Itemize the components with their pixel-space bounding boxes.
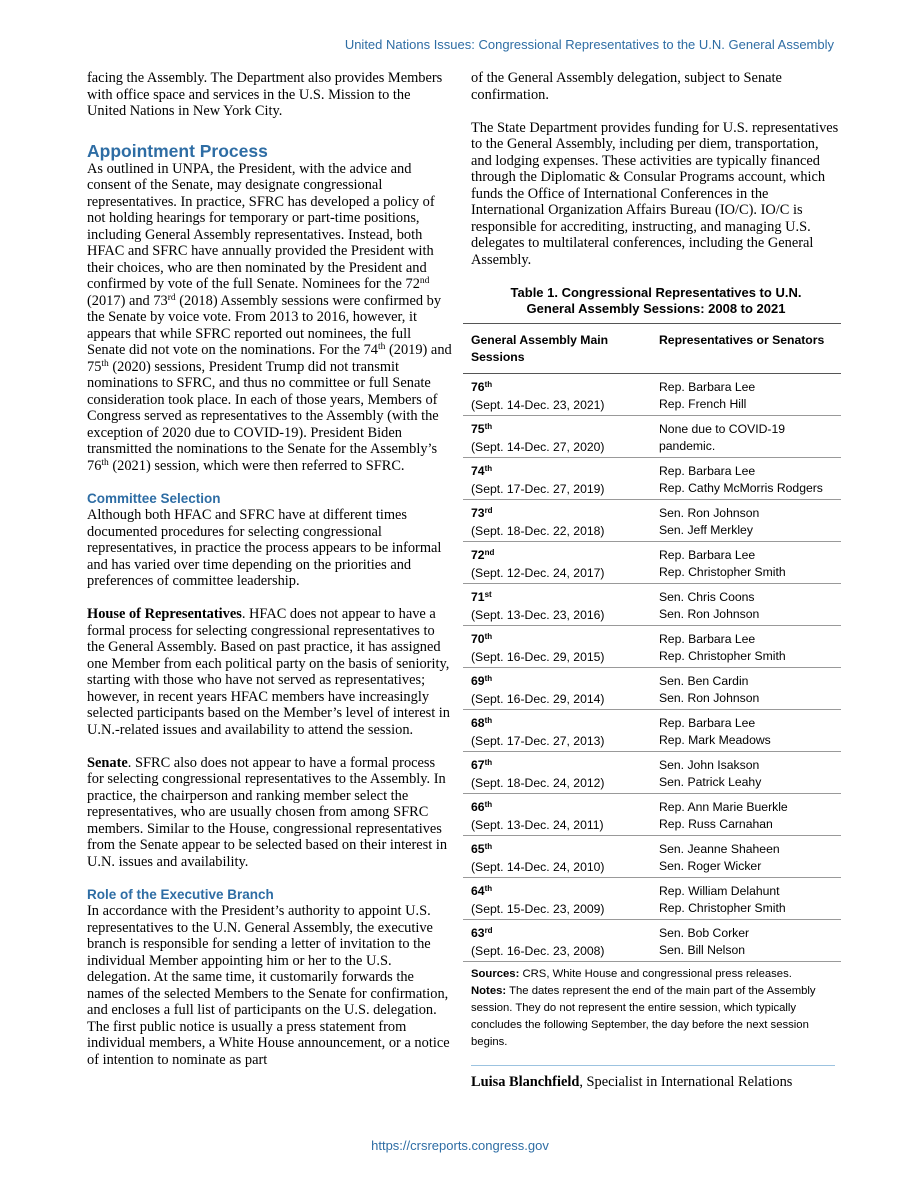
session-dates: (Sept. 17-Dec. 27, 2013)	[471, 733, 605, 748]
session-number: 69th	[471, 674, 493, 688]
sources-line: Sources: CRS, White House and congressional press releases.	[471, 968, 792, 980]
representative-1: Sen. John Isakson	[659, 758, 760, 772]
representative-2: pandemic.	[659, 438, 716, 453]
author-name: Luisa Blanchfield	[471, 1074, 580, 1090]
representative-2: Rep. French Hill	[659, 396, 747, 411]
representative-1: Sen. Bob Corker	[659, 926, 750, 940]
house-paragraph: House of Representatives. HFAC does not appear to have a formal process for selecting congressional representatives to the General Assembly. Based on past practice, it has assigned one Member from each political party on the basis of seniority, starting with those who have not served as representatives; however, in recent years HFAC members have increasingly selected participants based on the Member’s level of interest in U.N.-related issues and availability to attend the session.	[87, 606, 450, 738]
table-row	[463, 374, 841, 416]
table-caption: Table 1. Congressional Representatives to U.N. General Assembly Sessions: 2008 to 2021	[510, 285, 802, 316]
session-cell	[463, 374, 651, 416]
representative-1: Sen. Ben Cardin	[659, 674, 749, 688]
session-cell	[463, 752, 651, 794]
intro-paragraph: facing the Assembly. The Department also provides Members with office space and services in the U.S. Mission to the United Nations in New York City.	[87, 70, 443, 119]
table-notes	[471, 966, 841, 1051]
right-column	[471, 70, 841, 1091]
continuation-paragraph: of the General Assembly delegation, subject to Senate confirmation.	[471, 70, 782, 103]
session-dates: (Sept. 14-Dec. 27, 2020)	[471, 439, 605, 454]
representatives-cell	[651, 542, 841, 584]
representatives-cell	[651, 920, 841, 962]
table-row	[463, 752, 841, 794]
session-cell	[463, 416, 651, 458]
representatives-cell	[651, 626, 841, 668]
session-cell	[463, 878, 651, 920]
header-representatives: Representatives or Senators	[651, 324, 841, 374]
representatives-cell	[651, 878, 841, 920]
representatives-cell	[651, 836, 841, 878]
appointment-process-heading: Appointment Process	[87, 140, 268, 161]
committee-paragraph: Although both HFAC and SFRC have at different times documented procedures for selecting congressional representatives, in practice the process appears to be informal and has varied over time depending on the priorities and preferences of committee leadership.	[87, 507, 442, 589]
representatives-cell	[651, 458, 841, 500]
table-row	[463, 458, 841, 500]
session-dates: (Sept. 18-Dec. 24, 2012)	[471, 775, 605, 790]
appointment-paragraph: As outlined in UNPA, the President, with the advice and consent of the Senate, may designate congressional representatives. In practice, SFRC has developed a policy of not holding hearings for temporary or part-time positions, including General Assembly representatives. Instead, both HFAC and SFRC have annually provided the President with their choices, who are then nominated by the President and confirmed by vote of the full Senate. Nominees for the 72nd (2017) and 73rd (2018) Assembly sessions were confirmed by the Senate by voice vote. From 2013 to 2016, however, it appears that while SFRC reported out nominees, the full Senate did not vote on the nominations. For the 74th (2019) and 75th (2020) sessions, President Trump did not transmit nominations to SFRC, and thus no committee or full Senate consideration took place. In each of those years, Members of Congress served as representatives to the Assembly (with the exception of 2020 due to COVID-19). President Biden transmitted the nominations to the Senate for the Assembly’s 76th (2021) session, which were then referred to SFRC.	[87, 160, 452, 474]
session-number: 67th	[471, 758, 493, 772]
session-cell	[463, 668, 651, 710]
table-row	[463, 500, 841, 542]
representatives-cell	[651, 374, 841, 416]
session-cell	[463, 584, 651, 626]
representative-1: Rep. Barbara Lee	[659, 380, 756, 394]
session-number: 72nd	[471, 548, 495, 562]
session-number: 68th	[471, 716, 493, 730]
session-dates: (Sept. 12-Dec. 24, 2017)	[471, 565, 605, 580]
session-dates: (Sept. 18-Dec. 22, 2018)	[471, 523, 605, 538]
author-divider	[471, 1065, 835, 1066]
session-cell	[463, 794, 651, 836]
representative-2: Rep. Christopher Smith	[659, 564, 786, 579]
representative-1: Sen. Jeanne Shaheen	[659, 842, 780, 856]
table-header-row	[463, 324, 841, 374]
representative-1: Rep. Barbara Lee	[659, 632, 756, 646]
representative-2: Sen. Roger Wicker	[659, 858, 762, 873]
executive-paragraph: In accordance with the President’s authority to appoint U.S. representatives to the U.N. General Assembly, the executive branch is responsible for sending a letter of invitation to the individual Member appointing him or her to the U.S. delegation. At the same time, it customarily forwards the names of the selected Members to the Senate for confirmation, and encloses a full list of participants on the U.S. delegation. The first public notice is usually a press statement from individual members, a White House announcement, or a notice of intention to nominate as part	[87, 903, 450, 1068]
session-number: 66th	[471, 800, 493, 814]
representative-2: Sen. Jeff Merkley	[659, 522, 753, 537]
representative-2: Rep. Mark Meadows	[659, 732, 771, 747]
representative-2: Rep. Christopher Smith	[659, 900, 786, 915]
representative-1: Rep. Barbara Lee	[659, 464, 756, 478]
session-dates: (Sept. 15-Dec. 23, 2009)	[471, 901, 605, 916]
session-cell	[463, 500, 651, 542]
session-number: 74th	[471, 464, 493, 478]
funding-paragraph: The State Department provides funding for U.S. representatives to the General Assembly, including per diem, transportation, and lodging expenses. These activities are typically financed through the Diplomatic & Consular Programs account, which funds the Office of International Conferences in the International Organization Affairs Bureau (IO/C). IO/C is responsible for accrediting, instructing, and managing U.S. delegates to multilateral conferences, including the General Assembly.	[471, 119, 839, 268]
session-number: 75th	[471, 422, 493, 436]
table-row	[463, 836, 841, 878]
representative-1: Rep. Barbara Lee	[659, 548, 756, 562]
representative-2: Sen. Ron Johnson	[659, 690, 760, 705]
representatives-cell	[651, 668, 841, 710]
table-row	[463, 710, 841, 752]
session-dates: (Sept. 13-Dec. 23, 2016)	[471, 607, 605, 622]
running-header: United Nations Issues: Congressional Representatives to the U.N. General Assembly	[344, 37, 834, 52]
representative-2: Sen. Patrick Leahy	[659, 774, 762, 789]
session-cell	[463, 836, 651, 878]
representatives-cell	[651, 710, 841, 752]
representatives-cell	[651, 584, 841, 626]
table-row	[463, 668, 841, 710]
representative-1: Rep. Ann Marie Buerkle	[659, 800, 788, 814]
representatives-cell	[651, 500, 841, 542]
table-row	[463, 584, 841, 626]
table-row	[463, 878, 841, 920]
representative-1: None due to COVID-19	[659, 422, 786, 436]
session-dates: (Sept. 14-Dec. 24, 2010)	[471, 859, 605, 874]
session-number: 71st	[471, 590, 492, 604]
left-column	[87, 70, 452, 1068]
session-dates: (Sept. 16-Dec. 23, 2008)	[471, 943, 605, 958]
session-number: 64th	[471, 884, 493, 898]
representative-2: Sen. Ron Johnson	[659, 606, 760, 621]
table-row	[463, 794, 841, 836]
session-number: 63rd	[471, 926, 493, 940]
session-number: 73rd	[471, 506, 493, 520]
table-row	[463, 920, 841, 962]
representatives-cell	[651, 416, 841, 458]
session-dates: (Sept. 16-Dec. 29, 2014)	[471, 691, 605, 706]
representatives-table	[463, 323, 841, 962]
session-cell	[463, 458, 651, 500]
representative-2: Rep. Cathy McMorris Rodgers	[659, 480, 823, 495]
house-label: House of Representatives	[87, 606, 242, 622]
senate-label: Senate	[87, 754, 128, 771]
representative-1: Rep. William Delahunt	[659, 884, 780, 898]
session-dates: (Sept. 14-Dec. 23, 2021)	[471, 397, 605, 412]
session-number: 76th	[471, 380, 493, 394]
notes-line: Notes: The dates represent the end of the main part of the Assembly session. They do not represent the entire session, which typically concludes the following September, the day before the next session begins.	[471, 985, 816, 1048]
representatives-cell	[651, 752, 841, 794]
session-number: 65th	[471, 842, 493, 856]
table-row	[463, 542, 841, 584]
representative-1: Rep. Barbara Lee	[659, 716, 756, 730]
session-cell	[463, 626, 651, 668]
table-row	[463, 626, 841, 668]
author-title: , Specialist in International Relations	[579, 1074, 793, 1090]
session-cell	[463, 920, 651, 962]
session-dates: (Sept. 17-Dec. 27, 2019)	[471, 481, 605, 496]
committee-selection-heading: Committee Selection	[87, 491, 221, 506]
session-cell	[463, 542, 651, 584]
session-number: 70th	[471, 632, 493, 646]
executive-branch-heading: Role of the Executive Branch	[87, 887, 274, 902]
header-sessions: General Assembly Main Sessions	[463, 324, 651, 374]
session-dates: (Sept. 13-Dec. 24, 2011)	[471, 817, 604, 832]
senate-paragraph: Senate. SFRC also does not appear to have a formal process for selecting congressional representatives to the Assembly. In practice, the chairperson and ranking member select the representatives, who are usually chosen from among SFRC members. Similar to the House, congressional representatives from the Senate appear to be selected based on their interest in U.N. issues and availability.	[87, 754, 448, 870]
representative-2: Sen. Bill Nelson	[659, 942, 746, 957]
representatives-cell	[651, 794, 841, 836]
representative-2: Rep. Christopher Smith	[659, 648, 786, 663]
table-row	[463, 416, 841, 458]
session-dates: (Sept. 16-Dec. 29, 2015)	[471, 649, 605, 664]
representative-1: Sen. Chris Coons	[659, 590, 755, 604]
session-cell	[463, 710, 651, 752]
footer-url[interactable]: https://crsreports.congress.gov	[371, 1138, 549, 1153]
representative-2: Rep. Russ Carnahan	[659, 816, 773, 831]
author-byline	[471, 1074, 841, 1091]
representative-1: Sen. Ron Johnson	[659, 506, 760, 520]
